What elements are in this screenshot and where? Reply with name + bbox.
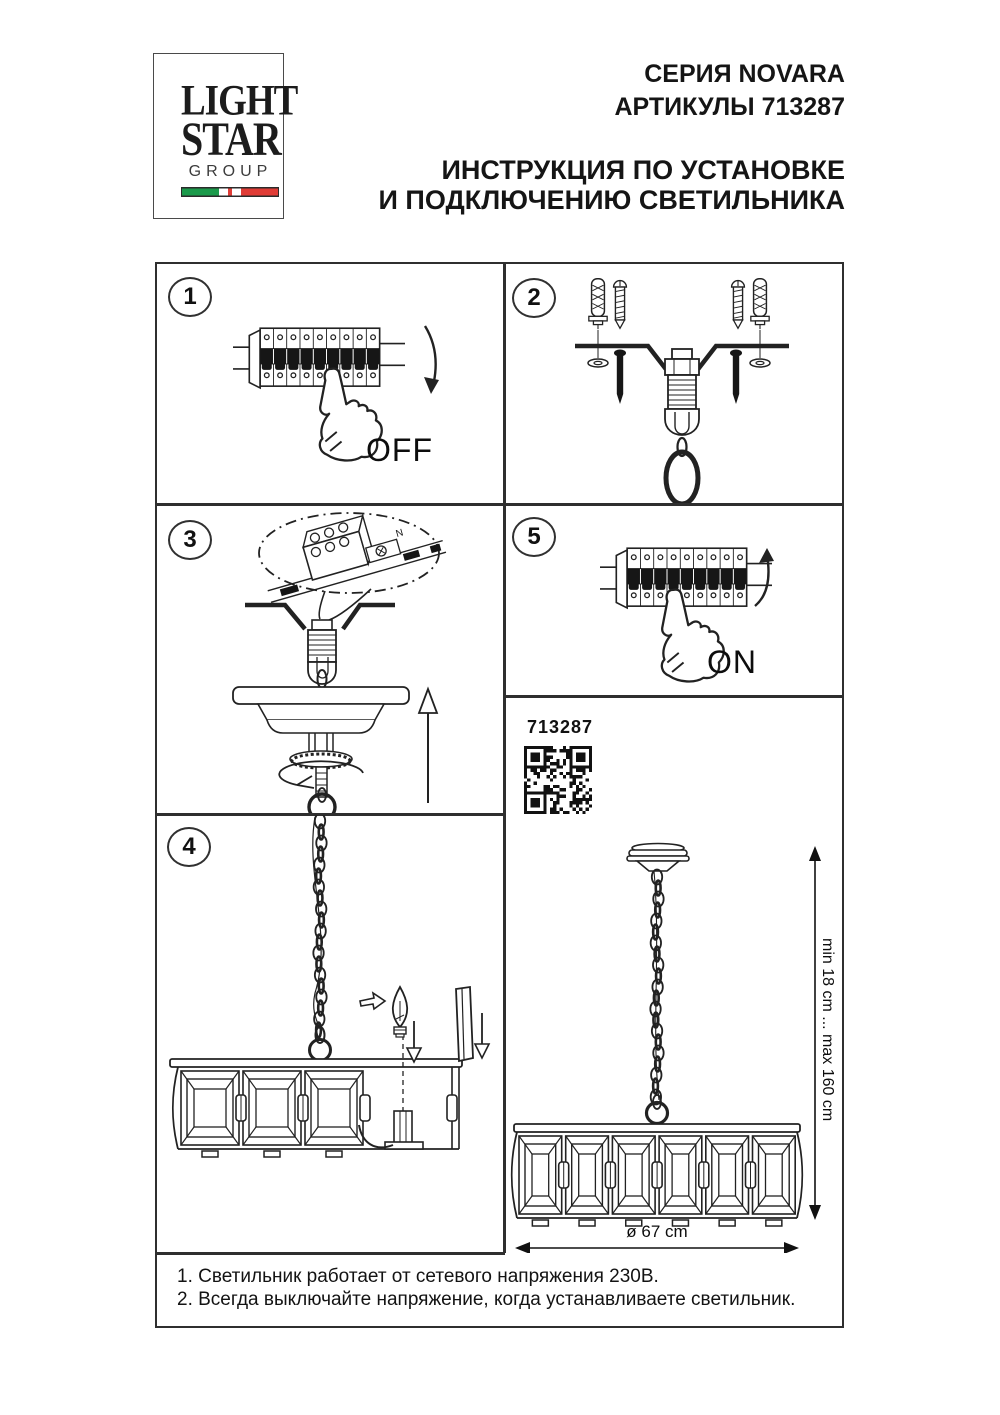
- wall-plug-icon: [751, 279, 769, 329]
- article-number: 713287: [527, 717, 594, 737]
- mounting-bracket-diagram: [505, 264, 843, 503]
- italian-flag-bar: [181, 187, 279, 197]
- chain-link: [666, 452, 698, 503]
- ceiling-canopy: [627, 844, 689, 872]
- article-title: АРТИКУЛЫ 713287: [614, 93, 845, 121]
- terminal-connection-diagram: [157, 507, 503, 813]
- chain: [650, 870, 663, 1105]
- lightstar-logo: [153, 53, 298, 219]
- crystal-panels: [519, 1136, 795, 1226]
- down-arrow-icon: [475, 1013, 489, 1058]
- circuit-breaker-icon: [233, 328, 405, 388]
- instruction-title-block: [379, 155, 845, 215]
- breaker-off-diagram: [157, 264, 503, 503]
- arrow-up-icon: [755, 548, 774, 606]
- lock-nut: [290, 751, 352, 767]
- diameter-label: ø 67 cm: [626, 1222, 688, 1241]
- screw-icon: [732, 281, 745, 329]
- step-4-number: 4: [167, 827, 211, 867]
- height-range-label: min 18 cm ... max 160 cm: [819, 938, 836, 1122]
- terminal-n-label: N: [394, 527, 405, 540]
- step-3-number: 3: [168, 520, 212, 560]
- logo-text-light: LIGHT: [181, 76, 298, 126]
- drum-top-plate: [170, 1059, 462, 1067]
- down-arrow-icon: [407, 1021, 421, 1062]
- series-title: СЕРИЯ NOVARA: [644, 60, 845, 88]
- crystal-panels: [181, 1071, 363, 1157]
- footer-note-1: 1. Светильник работает от сетевого напряжения 230В.: [177, 1266, 659, 1287]
- instruction-title-line1: ИНСТРУКЦИЯ ПО УСТАНОВКЕ: [441, 155, 845, 185]
- screw-icon: [614, 281, 627, 329]
- wall-plug-icon: [589, 279, 607, 329]
- off-label: OFF: [366, 432, 433, 468]
- candle-bulb-icon: [393, 987, 407, 1037]
- grid-line-left-lower: [155, 1252, 505, 1255]
- drum-top-plate: [514, 1124, 800, 1132]
- qr-code: [524, 746, 592, 814]
- chain-ring: [647, 1103, 668, 1124]
- breaker-on-diagram: [503, 503, 843, 695]
- arrow-down-icon: [424, 326, 439, 394]
- grid-line-right: [503, 695, 843, 698]
- footer-note-2: 2. Всегда выключайте напряжение, когда устанавливаете светильник.: [177, 1289, 796, 1310]
- logo-text-star: STAR: [181, 112, 281, 166]
- chain: [313, 815, 326, 1038]
- crystal-piece-icon: [456, 987, 473, 1061]
- chandelier-dimensions-diagram: [503, 830, 843, 1253]
- step-2-number: 2: [512, 278, 556, 318]
- insert-arrow-icon: [360, 993, 385, 1009]
- logo-text-group: GROUP: [188, 163, 273, 180]
- header-series-block: [614, 58, 845, 124]
- step-1-number: 1: [168, 277, 212, 317]
- chandelier-assembly-diagram: [157, 815, 503, 1252]
- up-arrow-icon: [419, 689, 437, 803]
- circuit-breaker-icon: [600, 548, 772, 608]
- canopy: [233, 687, 409, 704]
- step-5-number: 5: [512, 517, 556, 557]
- diameter-dimension: [515, 1242, 799, 1253]
- on-label: ON: [707, 644, 757, 680]
- instruction-title-line2: И ПОДКЛЮЧЕНИЮ СВЕТИЛЬНИКА: [378, 185, 845, 215]
